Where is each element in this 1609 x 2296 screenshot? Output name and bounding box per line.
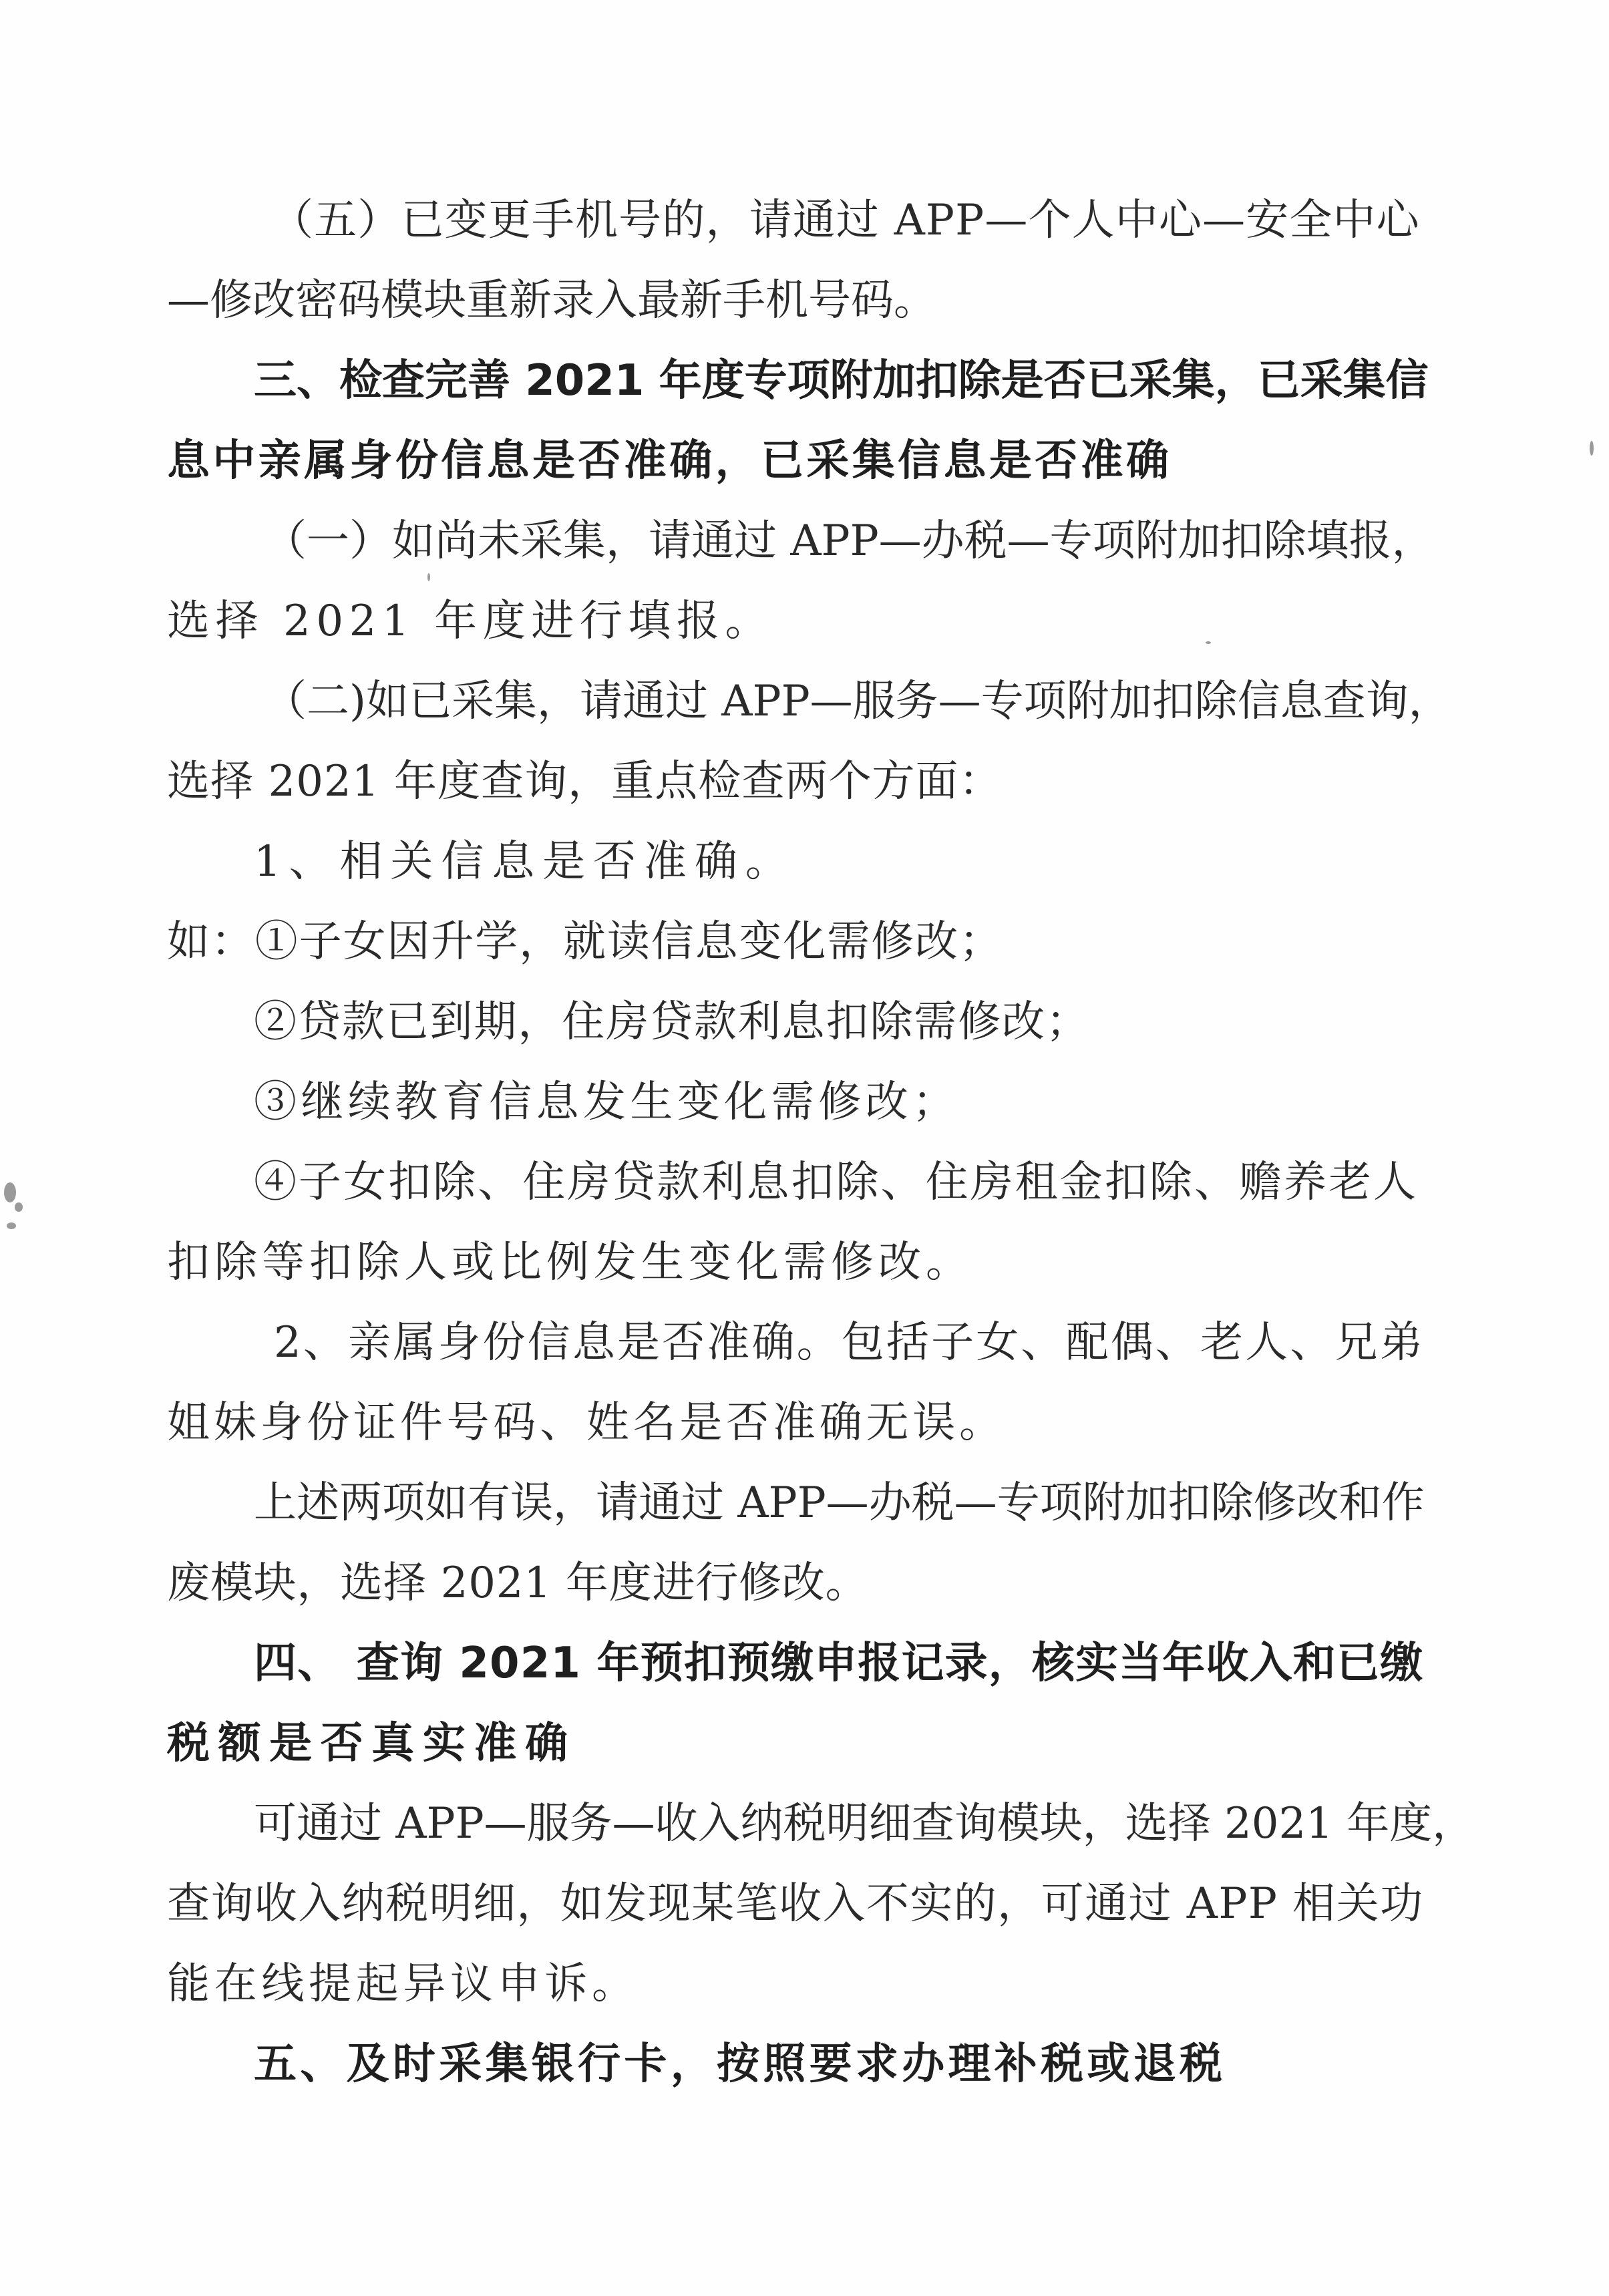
section-heading: 税额是否真实准确 (167, 1719, 576, 1768)
text-line: 能在线提起异议申诉。 (167, 1959, 639, 2009)
text-line: 1、相关信息是否准确。 (254, 837, 796, 886)
text-line: 2、亲属身份信息是否准确。包括子女、配偶、老人、兄弟 (274, 1318, 1425, 1367)
scan-speck (427, 573, 430, 581)
scan-speck (1590, 441, 1594, 456)
text-line: 上述两项如有误，请通过 APP—办税—专项附加扣除修改和作 (254, 1478, 1425, 1528)
scan-speck (1206, 641, 1211, 644)
text-line: 姐妹身份证件号码、姓名是否准确无误。 (167, 1398, 1006, 1448)
section-heading: 五、及时采集银行卡，按照要求办理补税或退税 (254, 2039, 1226, 2089)
section-heading: 三、检查完善 2021 年度专项附加扣除是否已采集，已采集信 (254, 356, 1429, 405)
text-line: 扣除等扣除人或比例发生变化需修改。 (167, 1238, 973, 1287)
text-line: 如：①子女因升学，就读信息变化需修改； (167, 917, 1003, 967)
section-heading: 四、 查询 2021 年预扣预缴申报记录，核实当年收入和已缴 (254, 1639, 1424, 1688)
scan-speck (7, 1222, 16, 1229)
text-line: 查询收入纳税明细，如发现某笔收入不实的，可通过 APP 相关功 (167, 1879, 1424, 1929)
text-line: ②贷款已到期，住房贷款利息扣除需修改； (254, 997, 1090, 1047)
text-line: 选择 2021 年度查询，重点检查两个方面： (167, 757, 1003, 806)
scan-speck (15, 1202, 23, 1212)
text-line: （二)如已采集，请通过 APP—服务—专项附加扣除信息查询， (264, 677, 1451, 726)
text-line: 选择 2021 年度进行填报。 (167, 597, 774, 646)
scan-speck (4, 1182, 16, 1202)
text-line: —修改密码模块重新录入最新手机号码。 (167, 276, 936, 325)
text-line: ④子女扣除、住房贷款利息扣除、住房租金扣除、赡养老人 (254, 1158, 1419, 1207)
text-line: ③继续教育信息发生变化需修改； (254, 1078, 960, 1127)
text-line: 可通过 APP—服务—收入纳税明细查询模块，选择 2021 年度， (254, 1799, 1475, 1848)
section-heading: 息中亲属身份信息是否准确，已采集信息是否准确 (167, 436, 1172, 486)
text-line: 废模块，选择 2021 年度进行修改。 (167, 1559, 869, 1608)
text-line: （一）如尚未采集，请通过 APP—办税—专项附加扣除填报， (264, 516, 1435, 566)
text-line: （五）已变更手机号的，请通过 APP—个人中心—安全中心 (271, 196, 1420, 245)
